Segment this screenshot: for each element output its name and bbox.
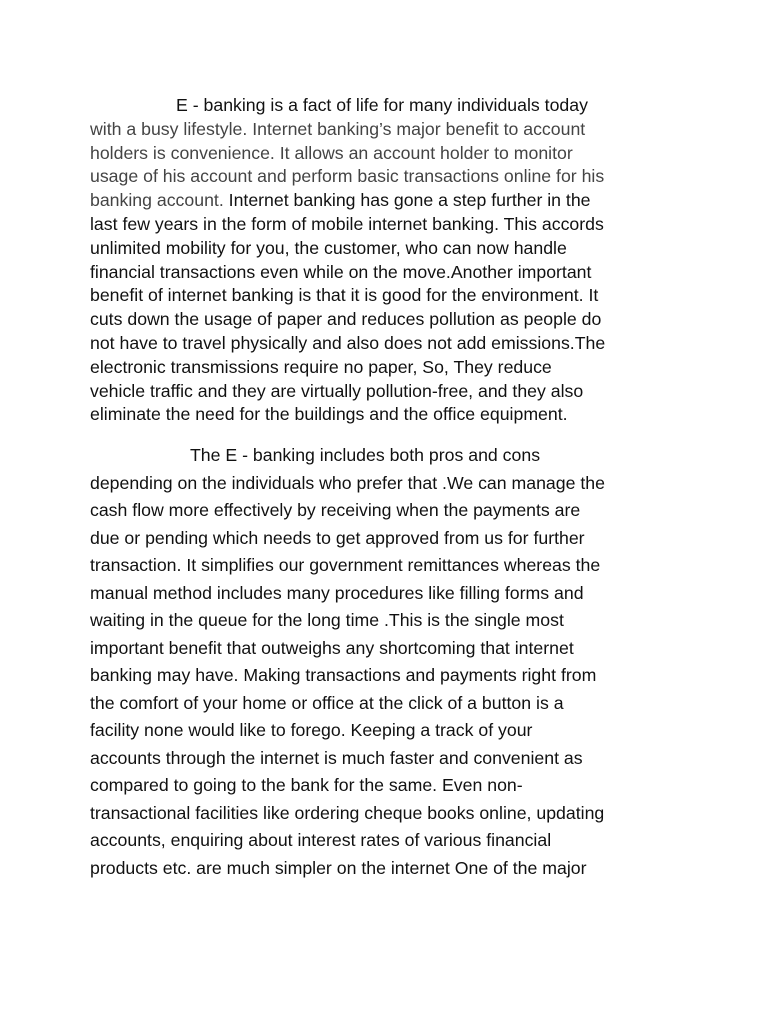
paragraph-line: due or pending which needs to get approved from us for further [90, 527, 585, 548]
paragraph-line: transactional facilities like ordering cheque books online, updating [90, 802, 605, 823]
paragraph-fragment: banking account. [90, 190, 224, 211]
paragraph-line: cash flow more effectively by receiving when the payments are [90, 500, 581, 520]
paragraph-line: usage of his account and perform basic transactions online for his [90, 166, 605, 187]
paragraph-line: transaction. It simplifies our government remittances whereas the [90, 555, 601, 575]
paragraph-line: important benefit that outweighs any shortcoming that internet [90, 637, 574, 658]
paragraph-line: waiting in the queue for the long time .This is the single most [90, 610, 564, 630]
paragraph-line [90, 189, 605, 213]
paragraph-line: eliminate the need for the buildings and the office equipment. [90, 404, 568, 425]
paragraph-line: facility none would like to forego. Keeping a track of your [90, 720, 533, 740]
paragraph-line: vehicle traffic and they are virtually pollution-free, and they also [90, 380, 584, 401]
paragraph-line: The E - banking includes both pros and cons [190, 445, 541, 465]
paragraph-line: electronic transmissions require no paper, So, They reduce [90, 356, 552, 377]
paragraph-line: not have to travel physically and also does not add emissions.The [90, 332, 606, 353]
paragraph-1 [90, 94, 605, 427]
paragraph-2 [90, 442, 605, 882]
paragraph-line: manual method includes many procedures like filling forms and [90, 582, 584, 603]
paragraph-line: last few years in the form of mobile internet banking. This accords [90, 213, 604, 234]
paragraph-line: banking may have. Making transactions and payments right from [90, 665, 597, 685]
paragraph-line: accounts, enquiring about interest rates of various financial [90, 830, 552, 850]
paragraph-line: the comfort of your home or office at the click of a button is a [90, 692, 564, 713]
paragraph-line: depending on the individuals who prefer that .We can manage the [90, 472, 605, 493]
paragraph-line: cuts down the usage of paper and reduces pollution as people do [90, 309, 602, 330]
paragraph-line: benefit of internet banking is that it is good for the environment. It [90, 285, 599, 306]
paragraph-line: accounts through the internet is much faster and convenient as [90, 747, 583, 768]
paragraph-line: unlimited mobility for you, the customer, who can now handle [90, 237, 567, 258]
paragraph-fragment: Internet banking has gone a step further in the [223, 190, 591, 211]
paragraph-line: with a busy lifestyle. Internet banking’s major benefit to account [90, 118, 586, 139]
paragraph-line: products etc. are much simpler on the internet One of the major [90, 857, 587, 878]
paragraph-line: financial transactions even while on the move.Another important [90, 261, 592, 282]
paragraph-line: E - banking is a fact of life for many individuals today [176, 95, 588, 115]
paragraph-line: compared to going to the bank for the same. Even non- [90, 775, 523, 795]
paragraph-line: holders is convenience. It allows an account holder to monitor [90, 142, 573, 163]
